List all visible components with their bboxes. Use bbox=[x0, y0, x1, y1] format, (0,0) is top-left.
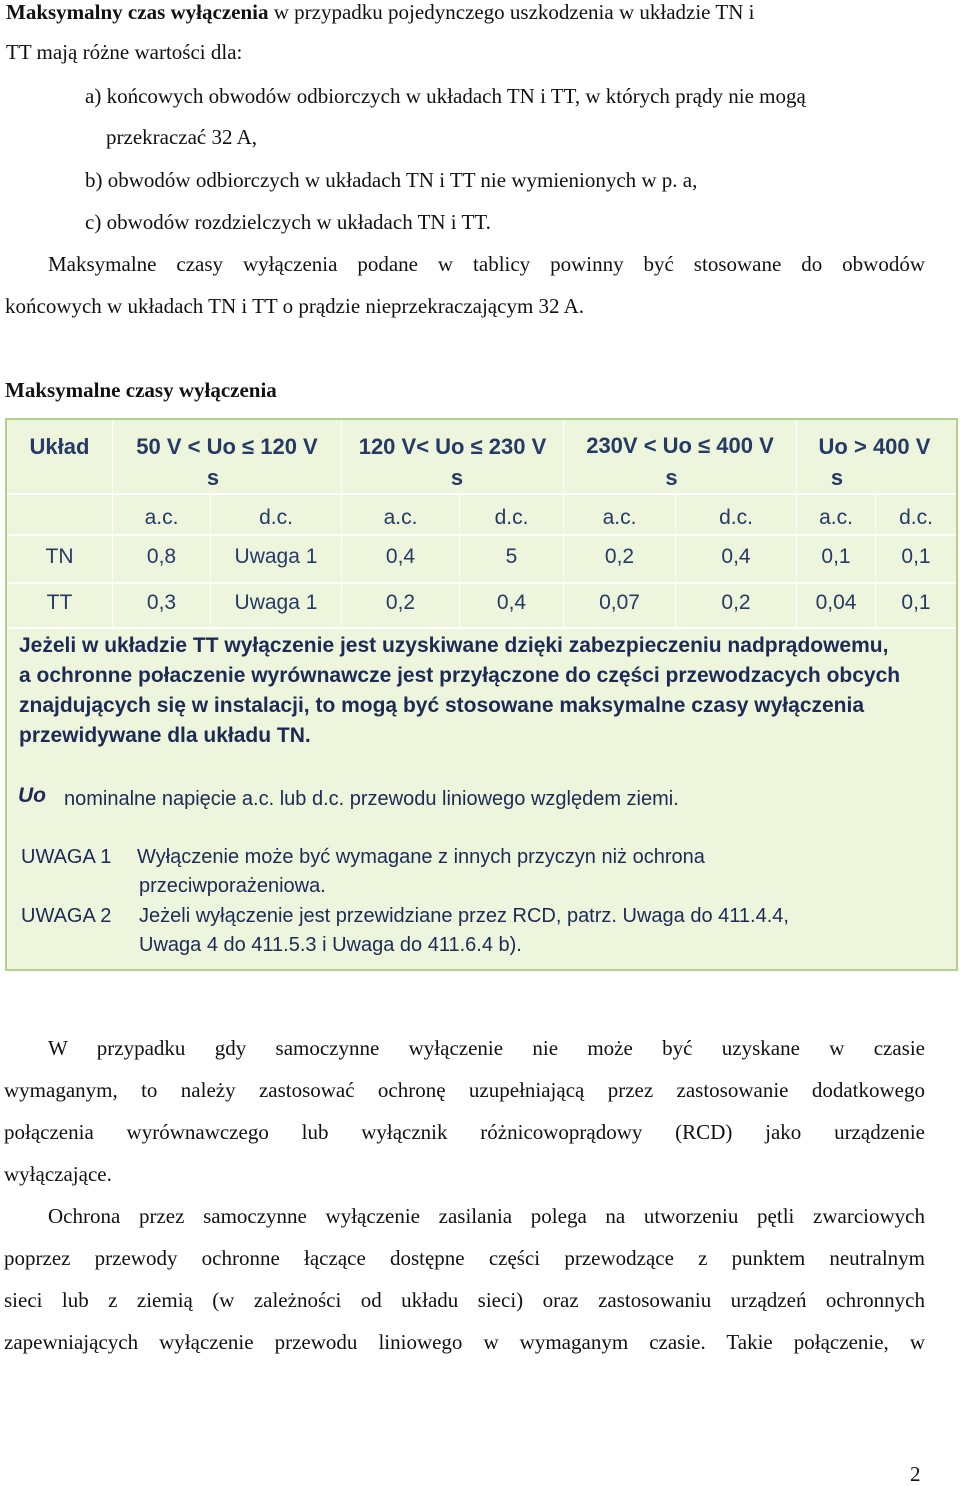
intro-line-1-rest: w przypadku pojedynczego uszkodzenia w układzie TN i bbox=[268, 0, 755, 24]
row-label-tn: TN bbox=[45, 545, 74, 568]
intro-line-1 bbox=[6, 0, 754, 24]
table-cell: 0,2 bbox=[385, 591, 416, 614]
tt-note-line-4: przewidywane dla układu TN. bbox=[19, 724, 311, 747]
header-range-2-unit: s bbox=[450, 465, 464, 490]
uwaga-2-text-line-2: Uwaga 4 do 411.5.3 i Uwaga do 411.6.4 b). bbox=[139, 934, 522, 956]
table-cell: 0,4 bbox=[721, 545, 751, 568]
table-cell: 0,3 bbox=[146, 591, 177, 614]
table-cell: 0,4 bbox=[496, 591, 527, 614]
header-uklad: Układ bbox=[29, 434, 90, 459]
intro-paragraph-line-1: Maksymalne czasy wyłączenia podane w tablicy powinny być stosowane do obwodów bbox=[48, 252, 925, 276]
list-item-a-line-1: a) końcowych obwodów odbiorczych w układach TN i TT, w których prądy nie mogą bbox=[85, 84, 806, 108]
subheader-ac: a.c. bbox=[144, 506, 179, 529]
subheader-dc: d.c. bbox=[494, 506, 529, 529]
tt-note-line-3: znajdujących się w instalacji, to mogą być stosowane maksymalne czasy wyłączenia bbox=[19, 694, 865, 717]
header-range-2: 120 V< Uo ≤ 230 V bbox=[358, 434, 547, 459]
uwaga-1-text-line-1: Wyłączenie może być wymagane z innych przyczyn niż ochrona bbox=[137, 846, 705, 868]
page-number: 2 bbox=[910, 1462, 921, 1486]
table-cell: Uwaga 1 bbox=[234, 591, 318, 614]
subheader-ac: a.c. bbox=[819, 506, 853, 529]
table-cell: 0,1 bbox=[821, 545, 851, 568]
body-p2-line-3: sieci lub z ziemią (w zależności od układu sieci) oraz zastosowaniu urządzeń ochronnych bbox=[4, 1288, 925, 1312]
table-cell: 5 bbox=[505, 545, 518, 568]
header-range-4-unit: s bbox=[830, 465, 844, 490]
subheader-dc: d.c. bbox=[899, 506, 933, 529]
table-cell: Uwaga 1 bbox=[234, 545, 318, 568]
body-p1-line-3: połączenia wyrównawczego lub wyłącznik różnicowoprądowy (RCD) jako urządzenie bbox=[4, 1120, 925, 1144]
table-cell: 0,1 bbox=[901, 591, 931, 614]
uwaga-2-label: UWAGA 2 bbox=[21, 905, 112, 927]
header-range-3-unit: s bbox=[665, 465, 678, 490]
table-title: Maksymalne czasy wyłączenia bbox=[5, 378, 277, 402]
body-p1-line-2: wymaganym, to należy zastosować ochronę uzupełniającą przez zastosowanie dodatkowego bbox=[4, 1078, 925, 1102]
table-divider bbox=[7, 534, 956, 536]
subheader-ac: a.c. bbox=[383, 506, 418, 529]
subheader-ac: a.c. bbox=[602, 506, 637, 529]
table-cell: 0,1 bbox=[901, 545, 931, 568]
subheader-dc: d.c. bbox=[259, 506, 293, 529]
table-divider bbox=[7, 627, 956, 629]
uwaga-1-text-line-2: przeciwporażeniowa. bbox=[139, 875, 326, 897]
table-cell: 0,2 bbox=[721, 591, 751, 614]
body-p1-line-4: wyłączające. bbox=[4, 1162, 112, 1186]
header-range-1: 50 V < Uo ≤ 120 V bbox=[136, 434, 318, 459]
tt-note-line-1: Jeżeli w układzie TT wyłączenie jest uzyskiwane dzięki zabezpieczeniu nadprądowemu, bbox=[19, 634, 889, 657]
list-item-a-line-2: przekraczać 32 A, bbox=[106, 125, 257, 149]
table-cell: 0,04 bbox=[815, 591, 857, 614]
table-cell: 0,4 bbox=[385, 545, 416, 568]
list-item-c: c) obwodów rozdzielczych w układach TN i TT. bbox=[85, 210, 491, 234]
times-table bbox=[5, 418, 958, 971]
header-range-3: 230V < Uo ≤ 400 V bbox=[586, 433, 774, 458]
uo-symbol: Uo bbox=[18, 784, 46, 807]
uo-definition: nominalne napięcie a.c. lub d.c. przewodu liniowego względem ziemi. bbox=[64, 788, 679, 810]
table-cell: 0,07 bbox=[599, 591, 640, 614]
uwaga-2-text-line-1: Jeżeli wyłączenie jest przewidziane przez RCD, patrz. Uwaga do 411.4.4, bbox=[139, 905, 789, 927]
subheader-dc: d.c. bbox=[719, 506, 753, 529]
header-range-4: Uo > 400 V bbox=[818, 434, 931, 459]
uwaga-1-label: UWAGA 1 bbox=[21, 846, 112, 868]
body-p2-line-1: Ochrona przez samoczynne wyłączenie zasilania polega na utworzeniu pętli zwarciowych bbox=[48, 1204, 925, 1228]
intro-line-2: TT mają różne wartości dla: bbox=[6, 40, 243, 64]
body-p2-line-2: poprzez przewody ochronne łączące dostępne części przewodzące z punktem neutralnym bbox=[4, 1246, 925, 1270]
tt-note-line-2: a ochronne połaczenie wyrównawcze jest przyłączone do części przewodzacych obcych bbox=[19, 664, 901, 687]
body-p1-line-1: W przypadku gdy samoczynne wyłączenie nie może być uzyskane w czasie bbox=[48, 1036, 925, 1060]
table-divider bbox=[7, 582, 956, 584]
table-divider bbox=[7, 493, 956, 495]
table-cell: 0,2 bbox=[604, 545, 635, 568]
row-label-tt: TT bbox=[46, 591, 73, 614]
intro-paragraph-line-2: końcowych w układach TN i TT o prądzie nieprzekraczającym 32 A. bbox=[5, 294, 585, 318]
header-range-1-unit: s bbox=[206, 465, 220, 490]
body-p2-line-4: zapewniających wyłączenie przewodu liniowego w wymaganym czasie. Takie połączenie, w bbox=[4, 1330, 925, 1354]
list-item-b: b) obwodów odbiorczych w układach TN i TT nie wymienionych w p. a, bbox=[85, 168, 698, 192]
table-cell: 0,8 bbox=[146, 545, 177, 568]
intro-bold-lead: Maksymalny czas wyłączenia bbox=[6, 0, 269, 24]
